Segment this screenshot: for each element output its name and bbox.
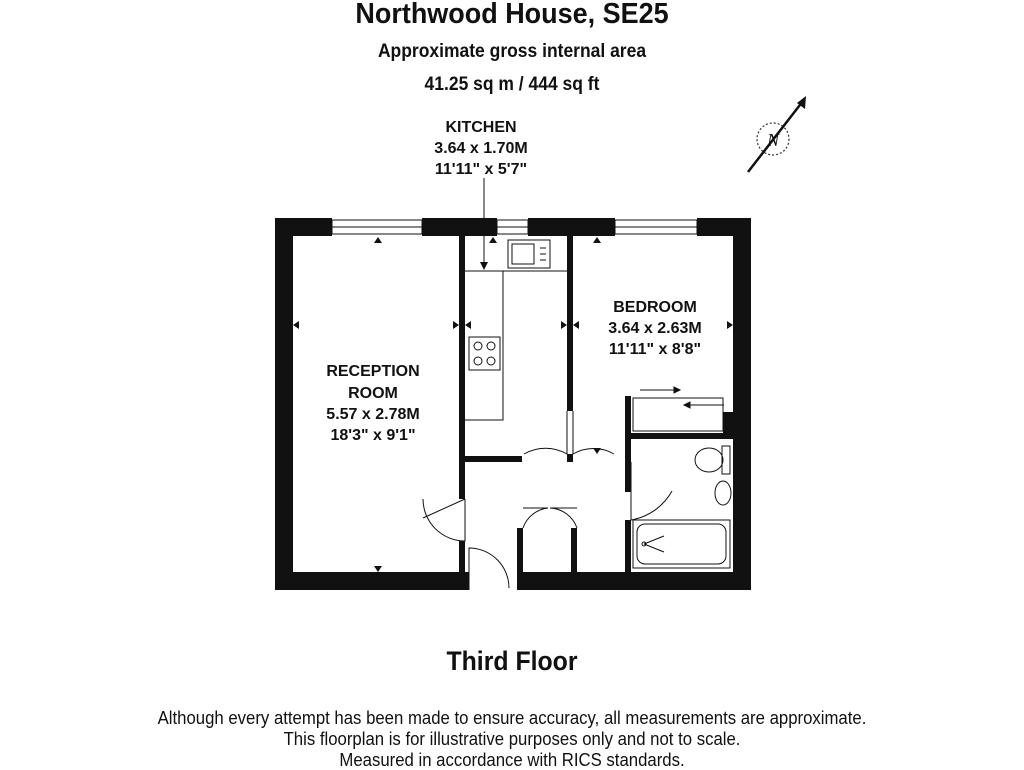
area-value: 41.25 sq m / 444 sq ft — [424, 74, 600, 95]
disclaimer-line-2: This floorplan is for illustrative purposes only and not to scale. — [283, 729, 741, 749]
property-title: Northwood House, SE25 — [355, 0, 669, 30]
wardrobe-icon — [633, 398, 723, 431]
kitchen-fittings — [465, 240, 567, 420]
kitchen-metric: 3.64 x 1.70M — [434, 140, 528, 157]
kitchen-imperial: 11'11" x 5'7" — [434, 161, 528, 178]
basin-icon — [715, 481, 731, 505]
north-compass-icon — [748, 96, 806, 172]
bathtub-icon — [633, 520, 730, 568]
bedroom-name: BEDROOM — [613, 299, 697, 316]
compass-letter: N — [766, 130, 780, 150]
area-label: Approximate gross internal area — [377, 41, 647, 62]
kitchen-label — [434, 119, 527, 178]
disclaimer-line-3: Measured in accordance with RICS standards. — [339, 750, 685, 770]
reception-imperial: 18'3" x 9'1" — [330, 427, 416, 444]
reception-metric: 5.57 x 2.78M — [326, 406, 420, 423]
bathroom-fittings — [633, 387, 731, 568]
reception-name-line1: RECEPTION — [326, 363, 420, 380]
floor-label: Third Floor — [446, 646, 578, 676]
reception-name-line2: ROOM — [348, 385, 398, 402]
kitchen-name: KITCHEN — [445, 119, 517, 136]
interior-walls — [459, 236, 733, 572]
windows — [332, 220, 697, 234]
disclaimer-line-1: Although every attempt has been made to ensure accuracy, all measurements are approximate. — [157, 708, 867, 728]
bedroom-metric: 3.64 x 2.63M — [608, 320, 702, 337]
toilet-icon — [695, 448, 723, 472]
bedroom-imperial: 11'11" x 8'8" — [608, 341, 702, 358]
reception-label — [326, 363, 419, 444]
outer-walls — [275, 218, 751, 590]
bedroom-label — [608, 299, 701, 358]
hob-icon — [469, 337, 500, 370]
